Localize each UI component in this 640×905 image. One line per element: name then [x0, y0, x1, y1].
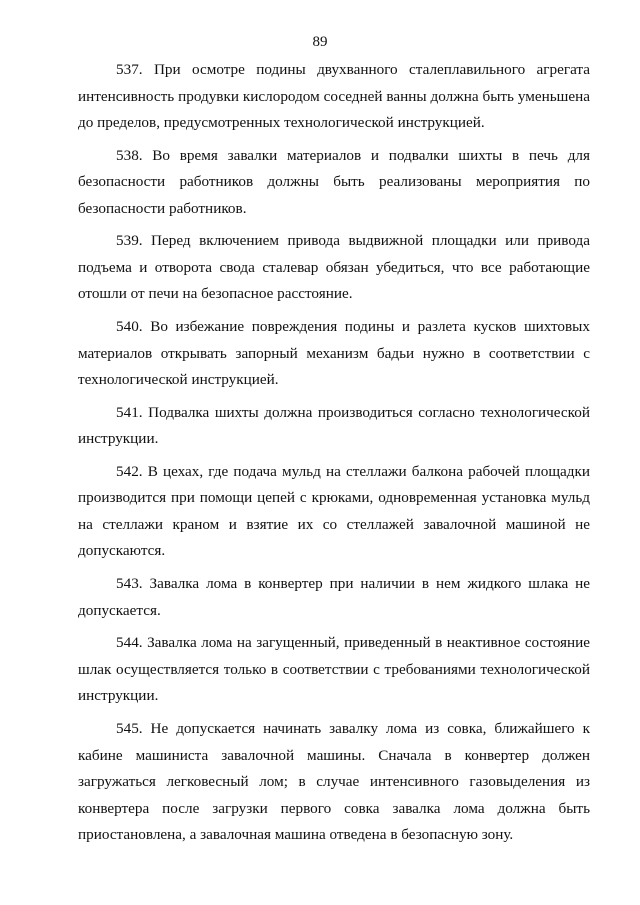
paragraph-541: 541. Подвалка шихты должна производиться согласно технологической инструкции.: [78, 403, 590, 448]
paragraph-537: 537. При осмотре подины двухванного сталеплавильного агрегата интенсивность продувки кислородом соседней ванны должна быть уменьшена до пределов, предусмотренных технологической инструкцией.: [78, 61, 590, 131]
paragraph-540: 540. Во избежание повреждения подины и разлета кусков шихтовых материалов открывать запорный механизм бадьи нужно в соответствии с технологической инструкцией.: [78, 318, 590, 389]
document-body: [78, 57, 590, 855]
paragraph-539: 539. Перед включением привода выдвижной площадки или привода подъема и отворота свода сталевар обязан убедиться, что все работающие отошли от печи на безопасное расстояние.: [78, 232, 590, 303]
paragraph-545: 545. Не допускается начинать завалку лома из совка, ближайшего к кабине машиниста завалочной машины. Сначала в конвертер должен загружаться легковесный лом; в случае интенсивного газовыделения из конвертера после загрузки первого совка завалка лома должна быть приостановлена, а завалочная машина отведена в безопасную зону.: [78, 720, 590, 843]
page-number: 89: [312, 34, 328, 50]
paragraph-543: 543. Завалка лома в конвертер при наличии в нем жидкого шлака не допускается.: [78, 575, 590, 619]
paragraph-542: 542. В цехах, где подача мульд на стеллажи балкона рабочей площадки производится при помощи цепей с крюками, одновременная установка мульд на стеллажи краном и взятие их со стеллажей завалочной машиной не допускаются.: [78, 462, 590, 560]
paragraph-544: 544. Завалка лома на загущенный, приведенный в неактивное состояние шлак осуществляется только в соответствии с требованиями технологической инструкции.: [78, 634, 590, 705]
paragraph-538: 538. Во время завалки материалов и подвалки шихты в печь для безопасности работников должны быть реализованы мероприятия по безопасности работников.: [78, 146, 590, 217]
